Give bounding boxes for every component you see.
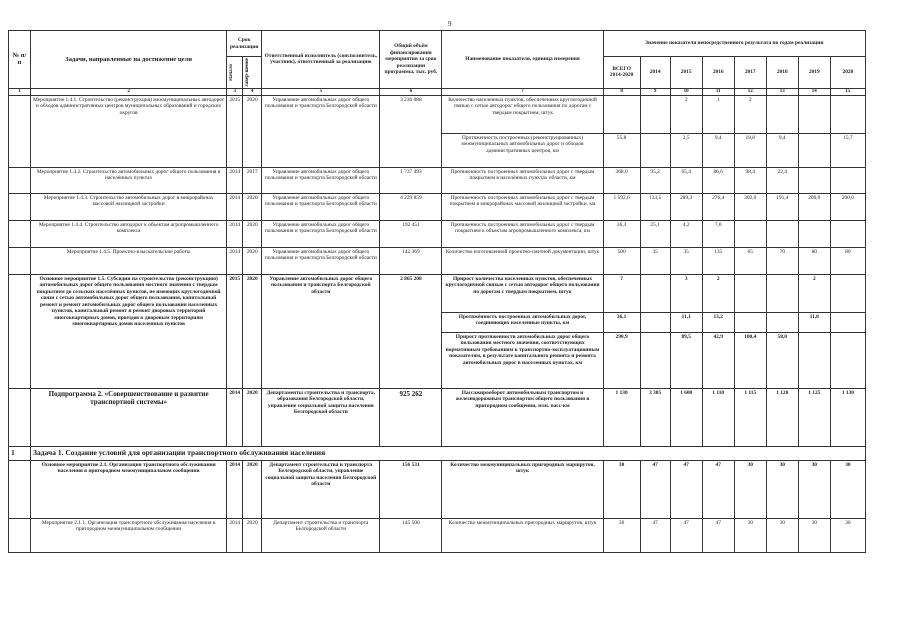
col-number: 2 <box>31 88 227 95</box>
indicator-cell: Прирост количества населенных пунктов, обеспеченных круглогодичной связью с сетью автодорог общего пользования по дорогам с твердым покрытием, штук <box>442 274 603 312</box>
value-cell <box>830 274 865 312</box>
indicator-cell: Протяженность построенных автомобильных дорог с твердым покрытием в населённых пунктах области, км <box>442 167 603 193</box>
executor-cell: Управление автомобильных дорог общего пользования и транспорта Белгородской области <box>262 167 380 193</box>
task-cell: Подпрограмма 2. «Совершенствование и развитие транспортной системы» <box>31 388 227 446</box>
value-cell: 2 <box>670 95 702 133</box>
end-year: 2020 <box>243 388 262 446</box>
value-cell: 2,5 <box>670 133 702 167</box>
column-numbers-row <box>9 88 866 95</box>
col-number: 11 <box>702 88 734 95</box>
col-number: 3 <box>227 88 243 95</box>
header-year: 2015 <box>670 57 702 89</box>
start-year: 2015 <box>227 274 243 388</box>
table-row <box>9 247 866 274</box>
end-year: 2020 <box>243 193 262 220</box>
volume-cell: 4 229 859 <box>380 193 442 220</box>
value-cell <box>798 332 830 388</box>
value-cell <box>766 312 798 332</box>
task-cell: Мероприятие 1.4.4. Строительство автодорог к объектам агропромышленного комплекса <box>31 220 227 247</box>
value-cell <box>830 167 865 193</box>
task-heading-row <box>9 446 866 460</box>
table-row <box>9 460 866 518</box>
value-cell: 2 <box>734 95 766 133</box>
value-cell: 55,8 <box>603 133 640 167</box>
start-year: 2014 <box>227 220 243 247</box>
table-row <box>9 220 866 247</box>
value-cell: 1 110 <box>702 388 734 446</box>
volume-cell: 1 737 493 <box>380 167 442 193</box>
value-cell: 191,4 <box>766 193 798 220</box>
indicator-cell: Протяженность построенных автомобильных дорог с твердым покрытием к объектам агропромышленного комплекса, км <box>442 220 603 247</box>
header-end: Завер-шение <box>245 58 251 87</box>
value-cell <box>640 332 670 388</box>
value-cell: 30 <box>734 460 766 518</box>
header-indicator: Наименование показателя, единица измерения <box>442 31 603 89</box>
value-cell: 7,0 <box>702 220 734 247</box>
value-cell: 70 <box>766 247 798 274</box>
start-year: 2014 <box>227 460 243 518</box>
value-cell <box>830 312 865 332</box>
volume-cell: 142 369 <box>380 247 442 274</box>
executor-cell: Управление автомобильных дорог общего пользования и транспорта Белгородской области <box>262 193 380 220</box>
value-cell: 4,2 <box>670 220 702 247</box>
executor-cell: Управление автомобильных дорог общего пользования и транспорта Белгородской области <box>262 220 380 247</box>
end-year: 2020 <box>243 95 262 167</box>
header-year: 2019 <box>798 57 830 89</box>
value-cell <box>603 95 640 133</box>
indicator-cell: Прирост протяженности автомобильных дорог общего пользования местного значения, соответствующих нормативным требованиям к транспортно-эксплуатационным показателям, в результате капитального ремонта и ремонта автомобильных дорог в населенных пунктах, км <box>442 332 603 388</box>
value-cell: 30 <box>830 518 865 552</box>
executor-cell: Управление автомобильных дорог общего пользования и транспорта Белгородской области <box>262 274 380 388</box>
volume-cell: 192 451 <box>380 220 442 247</box>
value-cell: 98,4 <box>734 167 766 193</box>
value-cell: 47 <box>670 460 702 518</box>
value-cell: 133,5 <box>640 193 670 220</box>
header-task: Задачи, направленные на достижение цели <box>31 31 227 89</box>
header-values-group: Значение показателя непосредственного результата по годам реализации <box>603 31 865 57</box>
value-cell <box>798 167 830 193</box>
task-cell: Основное мероприятие 2.1. Организация транспортного обслуживания населения в пригородном межмуниципальном сообщении <box>31 460 227 518</box>
value-cell: 100,4 <box>734 332 766 388</box>
end-year: 2017 <box>243 167 262 193</box>
header-executor: Ответственный исполнитель (соисполнитель, участник), ответственный за реализацию <box>262 31 380 89</box>
table-row <box>9 518 866 552</box>
value-cell: 1 <box>702 95 734 133</box>
col-number: 15 <box>830 88 865 95</box>
col-number: 6 <box>380 88 442 95</box>
volume-cell: 3 236 088 <box>380 95 442 167</box>
value-cell <box>734 312 766 332</box>
table-row <box>9 95 866 133</box>
value-cell <box>640 95 670 133</box>
value-cell: 1 592,6 <box>603 193 640 220</box>
header-year: 2018 <box>766 57 798 89</box>
value-cell: 3 <box>670 274 702 312</box>
value-cell <box>830 332 865 388</box>
value-cell: 80 <box>798 247 830 274</box>
header-year: 2020 <box>830 57 865 89</box>
header-start: Начало <box>229 64 235 81</box>
value-cell: 1 125 <box>798 388 830 446</box>
value-cell: 86,6 <box>702 167 734 193</box>
value-cell: 47 <box>640 460 670 518</box>
value-cell: 15,7 <box>830 133 865 167</box>
indicator-cell: Протяжённость построенных автомобильных дорог, соединяющих населенные пункты, км <box>442 312 603 332</box>
col-number: 4 <box>243 88 262 95</box>
value-cell: 35 <box>640 247 670 274</box>
task-number: 1 <box>9 446 31 460</box>
value-cell: 1 130 <box>830 388 865 446</box>
value-cell <box>766 95 798 133</box>
value-cell: 290,9 <box>603 332 640 388</box>
value-cell: 135 <box>702 247 734 274</box>
value-cell: 7 <box>603 274 640 312</box>
value-cell <box>766 274 798 312</box>
indicator-cell: Протяженность построенных (реконструированных) межмуниципальных автомобильных дорог и обходов административных центров, км <box>442 133 603 167</box>
task-cell: Мероприятие 1.4.5. Проектно-изыскательские работы <box>31 247 227 274</box>
indicator-cell: Количество межмуниципальных пригородных маршрутов, штук <box>442 518 603 552</box>
table-row <box>9 193 866 220</box>
task-title: Задача 1. Создание условий для организации транспортного обслуживания населения <box>31 446 866 460</box>
value-cell: 35 <box>670 247 702 274</box>
value-cell: 302,0 <box>734 193 766 220</box>
indicator-cell: Количество межмуниципальных пригородных маршрутов, штук <box>442 460 603 518</box>
value-cell: 200,0 <box>830 193 865 220</box>
value-cell: 9,4 <box>766 133 798 167</box>
value-cell: 368,0 <box>603 167 640 193</box>
table-row <box>9 167 866 193</box>
value-cell <box>640 133 670 167</box>
value-cell: 2 <box>798 274 830 312</box>
value-cell: 58,0 <box>766 332 798 388</box>
task-cell: Основное мероприятие 1.5. Субсидии на строительство (реконструкцию) автомобильных дорог общего пользования местного значения с твердым покрытием до сельских населённых пунктов, не имеющих круглогодичной связи с сетью автомобильных дорог общего пользования, капитальный ремонт и ремонт автомобильных дорог общего пользования населенных пунктов, капитальный ремонт и ремонт дворовых территорий многоквартирных домов, проездов к дворовым территориям многоквартирных домов населенных пунктов <box>31 274 227 388</box>
col-number: 9 <box>640 88 670 95</box>
value-cell: 30 <box>766 518 798 552</box>
value-cell: 36,3 <box>603 220 640 247</box>
col-number: 12 <box>734 88 766 95</box>
col-number: 13 <box>766 88 798 95</box>
end-year: 2020 <box>243 274 262 388</box>
value-cell: 30 <box>798 460 830 518</box>
header-year: ВСЕГО 2014-2020 <box>603 57 640 89</box>
value-cell: 11,8 <box>798 312 830 332</box>
value-cell: 1 120 <box>766 388 798 446</box>
col-number: 14 <box>798 88 830 95</box>
executor-cell: Департамент строительства и транспорта Белгородской области <box>262 518 380 552</box>
indicator-cell: Пассажирооборот автомобильным транспортом и железнодорожным транспортом общего пользования в пригородном сообщении, млн. пасс-км <box>442 388 603 446</box>
end-year: 2020 <box>243 247 262 274</box>
value-cell: 47 <box>702 460 734 518</box>
value-cell: 1 600 <box>670 388 702 446</box>
volume-cell: 156 531 <box>380 460 442 518</box>
executor-cell: Департамент строительства и транспорта Белгородской области, управление социальной защиты населения Белгородской области <box>262 460 380 518</box>
start-year: 2015 <box>227 95 243 167</box>
value-cell <box>798 220 830 247</box>
value-cell: 1 115 <box>734 388 766 446</box>
table-row <box>9 274 866 312</box>
value-cell: 30 <box>603 460 640 518</box>
col-number: 5 <box>262 88 380 95</box>
executor-cell: Департаменты строительства и транспорта, образования Белгородской области, управление социальной защиты населения Белгородской области <box>262 388 380 446</box>
value-cell: 95,2 <box>640 167 670 193</box>
volume-cell: 2 865 208 <box>380 274 442 388</box>
task-cell: Мероприятие 1.4.2. Строительство автомобильных дорог общего пользования в населённых пунктах <box>31 167 227 193</box>
value-cell: 22,4 <box>766 167 798 193</box>
start-year: 2014 <box>227 518 243 552</box>
value-cell <box>830 95 865 133</box>
end-year: 2020 <box>243 518 262 552</box>
task-cell: Мероприятие 2.1.1. Организация транспортного обслуживания населения в пригородном межмуниципальном сообщении <box>31 518 227 552</box>
value-cell: 30 <box>766 460 798 518</box>
value-cell: 42,9 <box>702 332 734 388</box>
end-year: 2020 <box>243 460 262 518</box>
volume-cell: 925 262 <box>380 388 442 446</box>
value-cell <box>798 95 830 133</box>
value-cell: 1 130 <box>603 388 640 446</box>
value-cell <box>640 274 670 312</box>
header-volume: Общий объём финансирования мероприятия за срок реализации программы, тыс. руб. <box>380 31 442 89</box>
start-year: 2014 <box>227 167 243 193</box>
col-number: 7 <box>442 88 603 95</box>
indicator-cell: Протяженность построенных автомобильных дорог с твердым покрытием в микрорайонах массовой жилищной застройки, км <box>442 193 603 220</box>
value-cell: 13,2 <box>702 312 734 332</box>
value-cell: 65,4 <box>670 167 702 193</box>
value-cell: 80 <box>830 247 865 274</box>
value-cell: 3 385 <box>640 388 670 446</box>
end-year: 2020 <box>243 220 262 247</box>
value-cell: 276,4 <box>702 193 734 220</box>
volume-cell: 145 500 <box>380 518 442 552</box>
value-cell: 289,3 <box>670 193 702 220</box>
value-cell: 47 <box>670 518 702 552</box>
value-cell <box>830 220 865 247</box>
value-cell: 36,1 <box>603 312 640 332</box>
col-number: 1 <box>9 88 31 95</box>
value-cell: 30 <box>734 518 766 552</box>
col-number: 10 <box>670 88 702 95</box>
value-cell: 200,0 <box>798 193 830 220</box>
value-cell <box>734 220 766 247</box>
executor-cell: Управление автомобильных дорог общего пользования и транспорта Белгородской области <box>262 247 380 274</box>
value-cell <box>798 133 830 167</box>
program-table <box>8 30 866 553</box>
executor-cell: Управление автомобильных дорог общего пользования и транспорта Белгородской области <box>262 95 380 167</box>
value-cell: 2 <box>702 274 734 312</box>
header-period: Срок реализации <box>227 31 262 57</box>
task-cell: Мероприятие 1.4.3. Строительство автомобильных дорог в микрорайонах массовой жилищной застройки <box>31 193 227 220</box>
table-row <box>9 388 866 446</box>
task-cell: Мероприятие 1.4.1. Строительство (реконструкция) межмуниципальных автодорог и обходов административных центров муниципальных образований и городских округов <box>31 95 227 167</box>
value-cell: 47 <box>702 518 734 552</box>
value-cell: 18,8 <box>734 133 766 167</box>
start-year: 2014 <box>227 193 243 220</box>
value-cell: 30 <box>798 518 830 552</box>
value-cell: 25,1 <box>640 220 670 247</box>
value-cell <box>640 312 670 332</box>
indicator-cell: Количество населенных пунктов, обеспеченных круглогодичной связью с сетью автодорог общего пользования по дорогам с твердым покрытием, штук <box>442 95 603 133</box>
value-cell: 9,4 <box>702 133 734 167</box>
col-number: 8 <box>603 88 640 95</box>
value-cell: 89,5 <box>670 332 702 388</box>
value-cell <box>766 220 798 247</box>
header-num: № п/п <box>9 31 31 89</box>
header-year: 2016 <box>702 57 734 89</box>
header-year: 2014 <box>640 57 670 89</box>
value-cell: 11,1 <box>670 312 702 332</box>
indicator-cell: Количество изготовленной проектно-сметной документации, штук <box>442 247 603 274</box>
page-number: 9 <box>448 20 452 28</box>
value-cell: 65 <box>734 247 766 274</box>
start-year: 2014 <box>227 388 243 446</box>
value-cell: 500 <box>603 247 640 274</box>
value-cell: 47 <box>640 518 670 552</box>
start-year: 2014 <box>227 247 243 274</box>
value-cell <box>734 274 766 312</box>
header-year: 2017 <box>734 57 766 89</box>
value-cell: 30 <box>603 518 640 552</box>
value-cell: 30 <box>830 460 865 518</box>
